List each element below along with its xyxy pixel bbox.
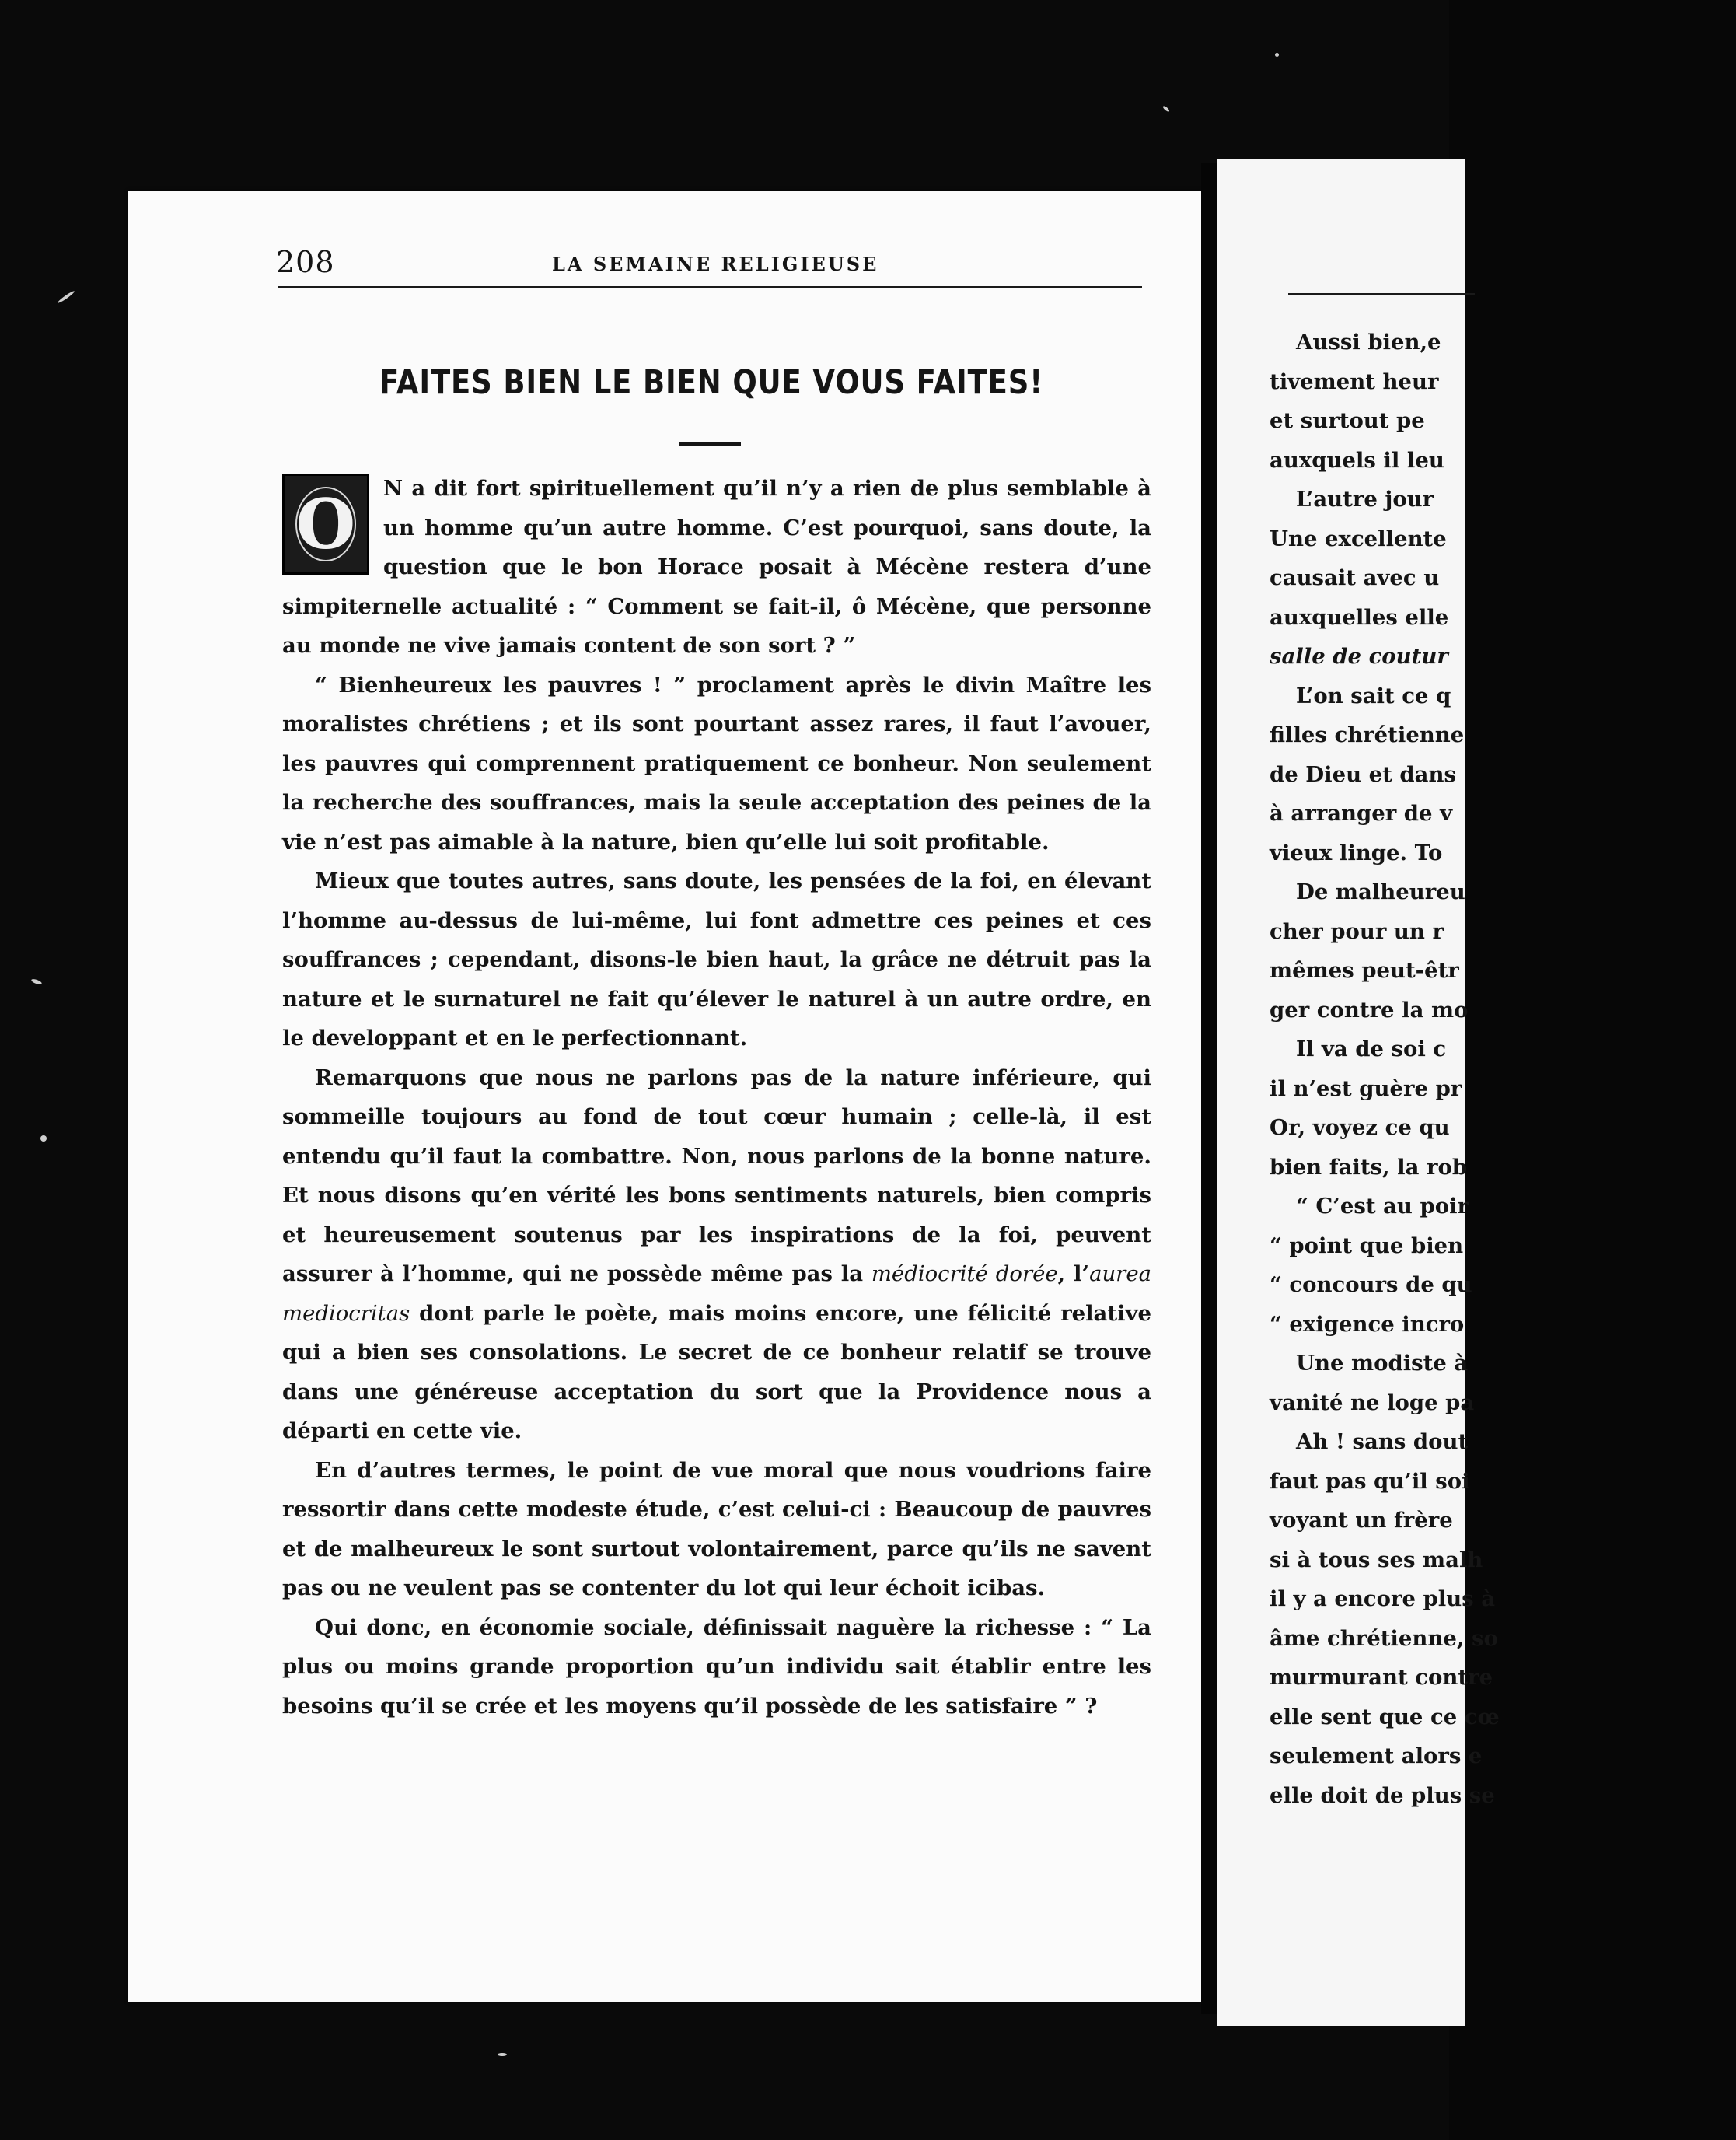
right-page-line: elle sent que ce cœ	[1270, 1704, 1500, 1729]
right-page-line: faut pas qu’il soi	[1270, 1468, 1470, 1494]
right-page-line: Il va de soi c	[1296, 1037, 1447, 1061]
journal-title: LA SEMAINE RELIGIEUSE	[552, 253, 879, 275]
right-page-line: elle doit de plus se	[1270, 1782, 1495, 1808]
right-page-line: vieux linge. To	[1270, 840, 1443, 865]
right-page-line: âme chrétienne, so	[1270, 1625, 1498, 1651]
right-page	[1217, 159, 1500, 2026]
right-page-line: “ exigence incro	[1270, 1311, 1465, 1337]
dropcap-ornament	[282, 474, 369, 575]
right-page-line: filles chrétienne	[1270, 722, 1465, 747]
dust-speck	[1162, 105, 1170, 112]
paragraph: “ Bienheureux les pauvres ! ” proclament après le divin Maître les moralistes chrétiens ; et ils sont pourtant assez rares, il faut l’avouer, les pauvres qui comprennent pratiquement ce bonheur. Non seulement la recherche des souffrances, mais la seule acceptation des peines de la vie n’est pas aimable à la nature, bien qu’elle lui soit profitable.	[282, 672, 1151, 855]
paragraph-text: , l’	[1057, 1261, 1090, 1286]
right-page-line: Ah ! sans dout	[1296, 1429, 1469, 1454]
dropcap-letter: O	[295, 484, 356, 565]
right-page-line: “ point que bien	[1270, 1233, 1464, 1258]
right-page-line: et surtout pe	[1270, 408, 1425, 433]
right-page-line: il n’est guère pr	[1270, 1075, 1462, 1101]
page-gutter	[1201, 163, 1218, 2014]
paragraph-text: N a dit fort spirituellement qu’il n’y a rien de plus semblable à un homme qu’un autre homme. C’est pourquoi, sans doute, la question que le bon Horace posait à Mécène restera d’une simpiternelle actualité : “ Comment se fait-il, ô Mécène, que personne au monde ne vive jamais content de son sort ? ”	[282, 476, 1151, 658]
right-page-line: à arranger de v	[1270, 801, 1453, 826]
header-rule	[278, 286, 1142, 288]
left-page	[128, 191, 1201, 2002]
right-page-line: ger contre la mo	[1270, 997, 1469, 1023]
right-page-line: “ concours de qu	[1270, 1272, 1472, 1297]
right-page-line: Or, voyez ce qu	[1270, 1115, 1450, 1140]
right-page-line: L’autre jour	[1296, 487, 1434, 512]
right-page-line: vanité ne loge pa	[1270, 1390, 1475, 1415]
page-number: 208	[276, 245, 335, 279]
right-page-line: “ C’est au poir	[1296, 1194, 1469, 1219]
dust-speck	[31, 978, 43, 985]
right-page-text	[1270, 323, 1736, 1815]
right-page-line: L’on sait ce q	[1296, 683, 1451, 708]
right-page-line: causait avec u	[1270, 565, 1440, 590]
paragraph: En d’autres termes, le point de vue moral que nous voudrions faire ressortir dans cette modeste étude, c’est celui-ci : Beaucoup de pauvres et de malheureux le sont surtout volontairement, parce qu’ils ne savent pas ou ne veulent pas se contenter du lot qui leur échoit icibas.	[282, 1457, 1151, 1600]
paragraph-text: dont parle le poète, mais moins encore, une félicité relative qui a bien ses consolations. Le secret de ce bonheur relatif se trouve dans une généreuse acceptation du sort que la Providence nous a départi en cette vie.	[282, 1300, 1152, 1443]
right-page-line: Aussi bien,e	[1296, 330, 1441, 355]
dust-speck	[57, 290, 75, 304]
right-page-line: auxquelles elle	[1270, 604, 1449, 630]
right-page-line: Une excellente	[1270, 526, 1447, 551]
right-page-line: voyant un frère	[1270, 1508, 1453, 1533]
dust-speck	[498, 2053, 507, 2056]
italic-phrase: aurea mediocritas	[282, 1261, 1151, 1326]
right-page-line: De malheureu	[1296, 879, 1465, 904]
paragraph-text: Remarquons que nous ne parlons pas de la nature inférieure, qui sommeille toujours au fond de tout cœur humain ; celle-là, il est entendu qu’il faut la combattre. Non, nous parlons de la bonne nature. Et nous disons qu’en vérité les bons sentiments naturels, bien compris et heureusement soutenus par les inspirations de la foi, peuvent assurer à l’homme, qui ne possède même pas la	[282, 1065, 1151, 1286]
article-title: FAITES BIEN LE BIEN QUE VOUS FAITES!	[379, 363, 1044, 402]
right-page-line: mêmes peut-êtr	[1270, 958, 1459, 983]
paragraph	[282, 1058, 1151, 1451]
paragraph: Mieux que toutes autres, sans doute, les pensées de la foi, en élevant l’homme au-dessus de lui-même, lui font admettre ces peines et ces souffrances ; cependant, disons-le bien haut, la grâce ne détruit pas la nature et le surnaturel ne fait qu’élever le naturel à un autre ordre, en le developpant et en le perfectionnant.	[282, 869, 1151, 1051]
running-head	[276, 245, 1275, 282]
paragraph: Qui donc, en économie sociale, définissait naguère la richesse : “ La plus ou moins grande proportion qu’un individu sait établir entre les besoins qu’il se crée et les moyens qu’il possède de les satisfaire ” ?	[282, 1614, 1151, 1719]
right-page-line: murmurant contre	[1270, 1665, 1493, 1690]
right-page-line: il y a encore plus à	[1270, 1586, 1496, 1611]
italic-phrase: médiocrité dorée	[871, 1261, 1058, 1286]
paragraph	[282, 469, 1151, 666]
right-page-line: seulement alors e	[1270, 1743, 1483, 1768]
right-page-line: bien faits, la rob	[1270, 1154, 1468, 1180]
right-page-line: tivement heur	[1270, 369, 1439, 394]
article-body	[282, 469, 1151, 1726]
right-page-line: de Dieu et dans	[1270, 761, 1456, 787]
title-rule	[679, 442, 741, 446]
right-page-line: salle de coutur	[1270, 644, 1448, 669]
dust-speck	[40, 1135, 47, 1142]
right-page-line: si à tous ses malh	[1270, 1547, 1483, 1572]
dust-speck	[1275, 53, 1279, 57]
right-page-line: cher pour un r	[1270, 918, 1444, 944]
right-page-line: auxquels il leu	[1270, 447, 1444, 473]
header-rule	[1288, 293, 1475, 295]
right-page-line: Une modiste à	[1296, 1351, 1469, 1376]
